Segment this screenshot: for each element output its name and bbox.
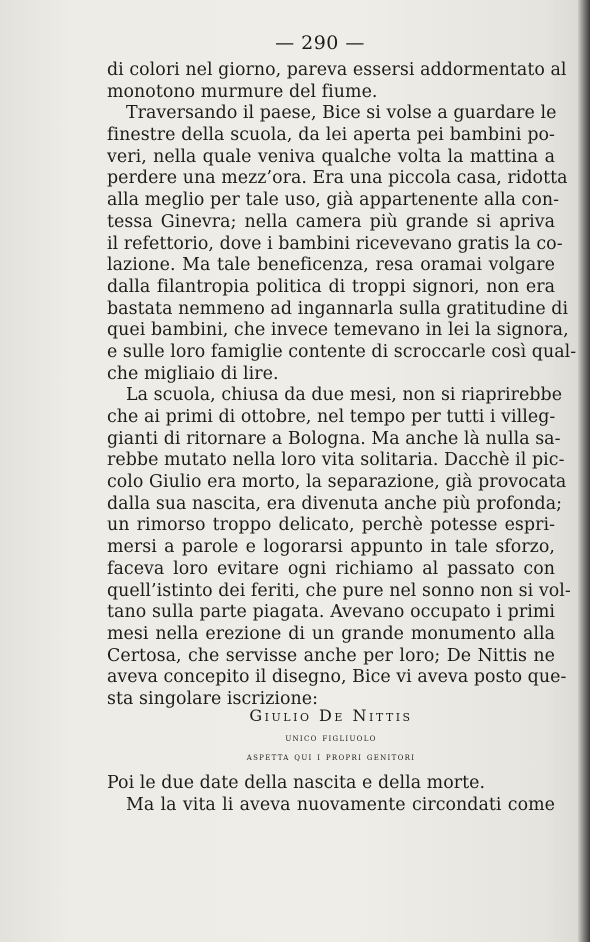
page-edge-shadow: [578, 0, 590, 942]
text-line: gianti di ritornare a Bologna. Ma anche là nulla sa-: [107, 428, 561, 449]
text-line: rebbe mutato nella loro vita solitaria. Dacchè il pic-: [107, 450, 565, 471]
text-line: mersi a parole e logorarsi appunto in tale sforzo,: [107, 537, 555, 558]
text-line: di colori nel giorno, pareva essersi addormentato al: [107, 60, 567, 80]
text-line: quei bambini, che invece temevano in lei la signora,: [107, 320, 569, 341]
text-line: aveva concepito il disegno, Bice vi aveva posto que-: [107, 667, 567, 688]
text-line: dalla filantropia politica di troppi signori, non era: [107, 276, 555, 297]
text-line: un rimorso troppo delicato, perchè potesse espri-: [107, 515, 555, 536]
text-line: Poi le due date della nascita e della morte.: [107, 773, 486, 793]
text-line: perdere una mezz’ora. Era una piccola casa, ridotta: [107, 168, 568, 189]
text-line: che ai primi di ottobre, nel tempo per tutti i villeg-: [107, 407, 556, 427]
page-number: — 290 —: [275, 32, 365, 54]
text-line: dalla sua nascita, era divenuta anche più profonda;: [107, 493, 563, 514]
inscription-line-1: unico figliuolo: [285, 732, 377, 744]
text-line: monotono murmure del fiume.: [107, 81, 378, 102]
text-line: bastata nemmeno ad ingannarla sulla gratitudine di: [107, 298, 569, 319]
text-line: colo Giulio era morto, la separazione, già provocata: [107, 472, 567, 493]
text-line: sta singolare iscrizione:: [107, 688, 319, 709]
text-line: veri, nella quale veniva qualche volta la mattina a: [107, 146, 555, 167]
text-line: Certosa, che servisse anche per loro; De Nittis ne: [107, 645, 555, 666]
main-text-block: [107, 60, 577, 711]
text-line: lazione. Ma tale beneficenza, resa oramai volgare: [107, 255, 555, 276]
text-line: che migliaio di lire.: [107, 363, 279, 384]
inscription-line-2: aspetta qui i propri genitori: [246, 751, 416, 763]
text-line: quell’istinto dei feriti, che pure nel sonno non si vol-: [107, 580, 571, 601]
closing-text-block: [107, 773, 555, 816]
text-line: alla meglio per tale uso, già appartenente alla con-: [107, 190, 560, 211]
text-line: tano sulla parte piagata. Avevano occupato i primi: [107, 602, 555, 623]
text-line: finestre della scuola, da lei aperta pei bambini po-: [107, 125, 555, 146]
text-line: Traversando il paese, Bice si volse a guardare le: [126, 103, 557, 124]
text-line: faceva loro evitare ogni richiamo al passato con: [107, 558, 555, 579]
text-line: il refettorio, dove i bambini ricevevano gratis la co-: [107, 233, 563, 254]
text-line: tessa Ginevra; nella camera più grande si apriva: [107, 211, 555, 232]
text-line: Ma la vita li aveva nuovamente circondati come: [126, 794, 555, 815]
inscription-name: Giulio De Nittis: [249, 706, 413, 725]
text-line: e sulle loro famiglie contente di scroccarle così qual-: [107, 341, 577, 362]
text-line: mesi nella erezione di un grande monumento alla: [107, 623, 555, 644]
text-line: La scuola, chiusa da due mesi, non si riaprirebbe: [126, 385, 563, 406]
